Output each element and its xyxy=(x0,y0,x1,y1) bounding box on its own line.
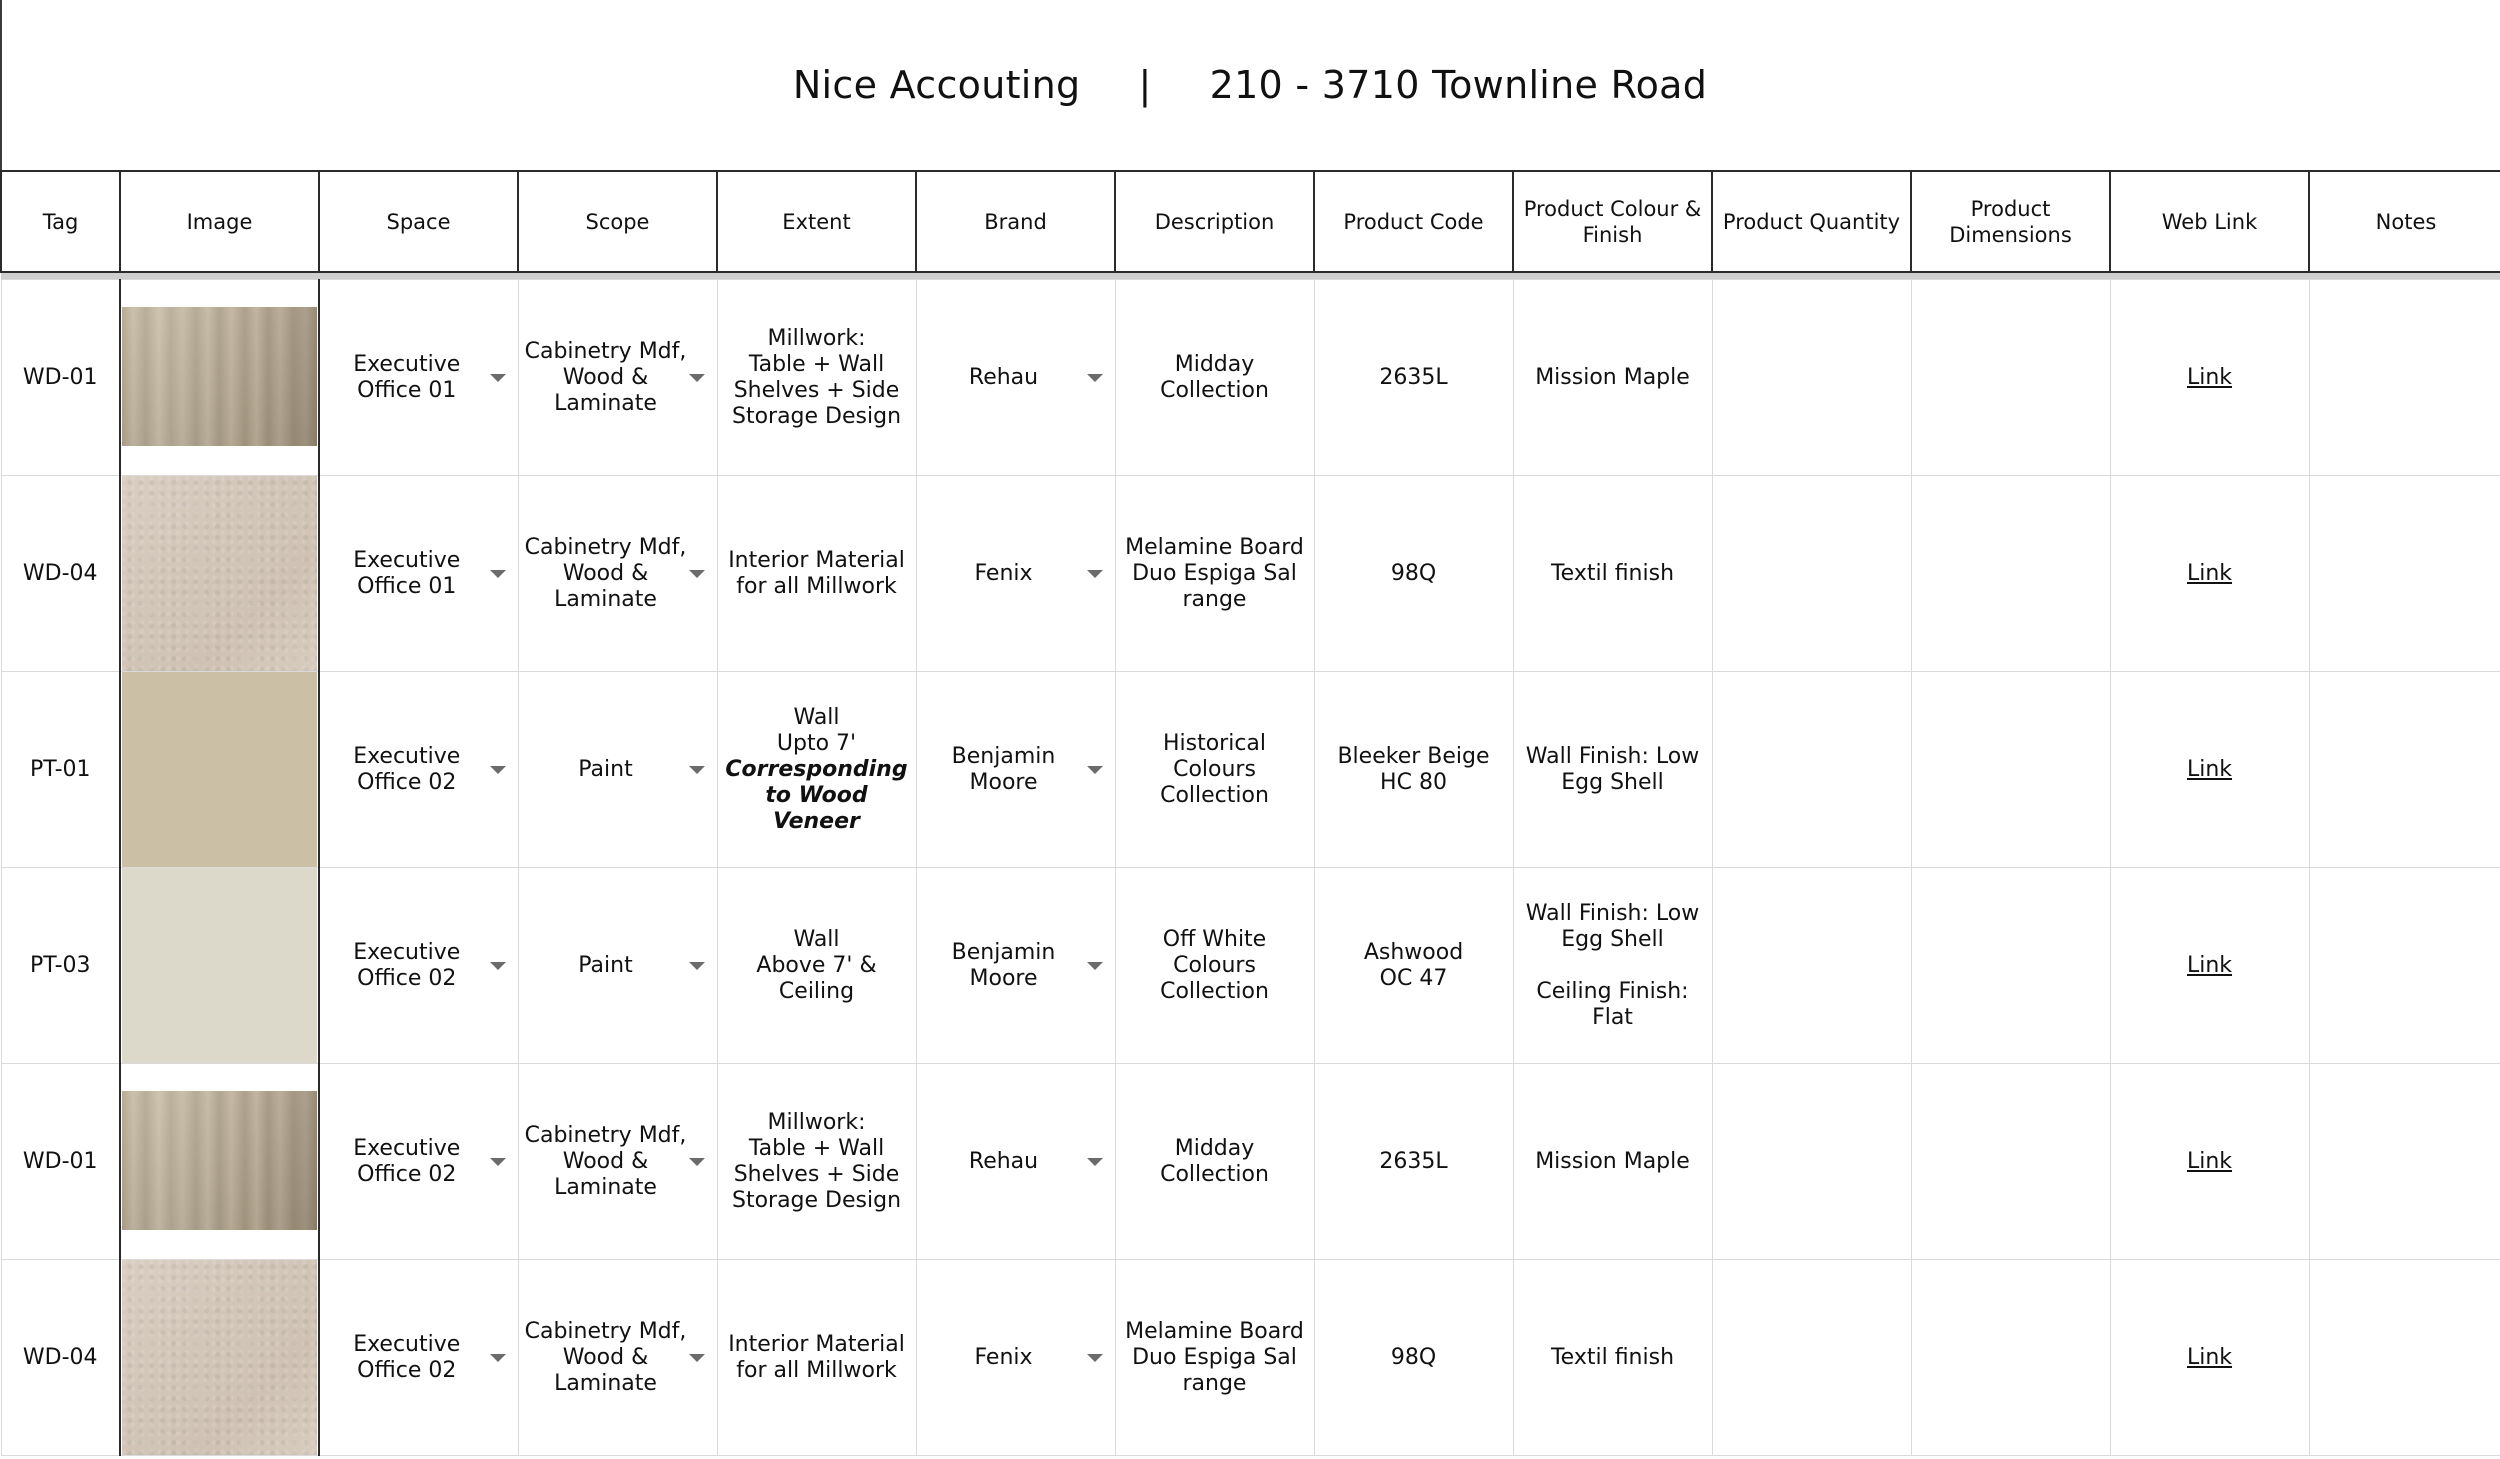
web-link-cell[interactable] xyxy=(2110,280,2309,476)
extent-value: Wall Above 7' & Ceiling xyxy=(756,926,877,1004)
space-cell[interactable] xyxy=(319,280,518,476)
dropdown-arrow-icon[interactable] xyxy=(490,374,506,382)
description-value: Melamine Board Duo Espiga Sal range xyxy=(1125,1318,1304,1396)
web-link-cell[interactable] xyxy=(2110,1064,2309,1260)
image-cell[interactable] xyxy=(120,1064,319,1260)
column-header-image[interactable]: Image xyxy=(120,171,319,272)
extent-value: Interior Material for all Millwork xyxy=(728,547,905,599)
table-row xyxy=(1,868,2500,1064)
dropdown-arrow-icon[interactable] xyxy=(1087,1158,1103,1166)
dropdown-arrow-icon[interactable] xyxy=(689,962,705,970)
dimensions-cell[interactable] xyxy=(1911,1260,2110,1456)
scope-value: Cabinetry Mdf, Wood & Laminate xyxy=(524,534,687,612)
space-value: Executive Office 01 xyxy=(353,351,461,403)
space-cell[interactable] xyxy=(319,1064,518,1260)
scope-value: Cabinetry Mdf, Wood & Laminate xyxy=(524,1122,687,1200)
dimensions-cell[interactable] xyxy=(1911,672,2110,868)
product-code-value: Ashwood OC 47 xyxy=(1363,939,1464,991)
dropdown-arrow-icon[interactable] xyxy=(689,1158,705,1166)
dropdown-arrow-icon[interactable] xyxy=(689,1354,705,1362)
dimensions-cell[interactable] xyxy=(1911,280,2110,476)
tag-value: WD-01 xyxy=(22,1148,98,1174)
scope-cell[interactable] xyxy=(518,868,717,1064)
scope-value: Paint xyxy=(578,952,633,978)
tag-value: PT-01 xyxy=(29,756,91,782)
material-swatch-image xyxy=(122,1260,317,1455)
extent-emphasis: Corresponding to Wood Veneer xyxy=(725,756,908,834)
brand-cell[interactable] xyxy=(916,868,1115,1064)
header-divider xyxy=(1,272,2500,280)
product-code-cell[interactable] xyxy=(1314,1260,1513,1456)
tag-cell[interactable] xyxy=(1,1260,120,1456)
tag-cell[interactable] xyxy=(1,1064,120,1260)
brand-value: Fenix xyxy=(974,560,1033,586)
company-name: Nice Accouting xyxy=(792,63,1081,107)
dimensions-cell[interactable] xyxy=(1911,476,2110,672)
colour-finish-cell[interactable] xyxy=(1513,476,1712,672)
space-cell[interactable] xyxy=(319,1260,518,1456)
product-code-value: 98Q xyxy=(1390,1344,1437,1370)
material-swatch-image xyxy=(122,476,317,671)
table-row xyxy=(1,672,2500,868)
notes-cell[interactable] xyxy=(2309,868,2500,1064)
web-link-cell[interactable] xyxy=(2110,476,2309,672)
tag-value: WD-04 xyxy=(22,1344,98,1370)
finish-schedule-table xyxy=(0,170,2500,1456)
colour-finish-value: Textil finish xyxy=(1550,560,1675,586)
web-link[interactable]: Link xyxy=(2186,1148,2233,1174)
colour-finish-value: Mission Maple xyxy=(1535,364,1690,390)
dropdown-arrow-icon[interactable] xyxy=(1087,570,1103,578)
product-code-cell[interactable] xyxy=(1314,476,1513,672)
quantity-cell[interactable] xyxy=(1712,672,1911,868)
dropdown-arrow-icon[interactable] xyxy=(490,766,506,774)
notes-cell[interactable] xyxy=(2309,1064,2500,1260)
colour-finish-value: Wall Finish: Low Egg Shell Ceiling Finish: Flat xyxy=(1525,900,1700,1030)
dropdown-arrow-icon[interactable] xyxy=(1087,374,1103,382)
tag-value: PT-03 xyxy=(29,952,91,978)
web-link[interactable]: Link xyxy=(2186,364,2233,390)
extent-cell[interactable] xyxy=(717,868,916,1064)
product-code-cell[interactable] xyxy=(1314,1064,1513,1260)
dropdown-arrow-icon[interactable] xyxy=(490,570,506,578)
column-header-space[interactable]: Space xyxy=(319,171,518,272)
column-header-product-colour-finish[interactable]: Product Colour & Finish xyxy=(1513,171,1712,272)
image-cell[interactable] xyxy=(120,280,319,476)
tag-cell[interactable] xyxy=(1,868,120,1064)
header-row xyxy=(1,171,2500,272)
extent-cell[interactable] xyxy=(717,476,916,672)
extent-value: Millwork: Table + Wall Shelves + Side Storage Design xyxy=(731,1109,902,1213)
extent-value: Interior Material for all Millwork xyxy=(728,1331,905,1383)
extent-cell[interactable] xyxy=(717,1260,916,1456)
web-link[interactable]: Link xyxy=(2186,560,2233,586)
image-cell[interactable] xyxy=(120,1260,319,1456)
web-link[interactable]: Link xyxy=(2186,756,2233,782)
dropdown-arrow-icon[interactable] xyxy=(1087,766,1103,774)
quantity-cell[interactable] xyxy=(1712,1260,1911,1456)
column-header-product-code[interactable]: Product Code xyxy=(1314,171,1513,272)
scope-value: Cabinetry Mdf, Wood & Laminate xyxy=(524,338,687,416)
notes-cell[interactable] xyxy=(2309,476,2500,672)
dropdown-arrow-icon[interactable] xyxy=(689,374,705,382)
colour-finish-value: Mission Maple xyxy=(1535,1148,1690,1174)
description-cell[interactable] xyxy=(1115,1260,1314,1456)
table-row xyxy=(1,1064,2500,1260)
material-swatch-image xyxy=(122,307,317,446)
description-cell[interactable] xyxy=(1115,868,1314,1064)
header-divider-row xyxy=(1,272,2500,280)
description-value: Off White Colours Collection xyxy=(1160,926,1269,1004)
notes-cell[interactable] xyxy=(2309,280,2500,476)
project-address: 210 - 3710 Townline Road xyxy=(1209,63,1708,107)
extent-cell[interactable] xyxy=(717,1064,916,1260)
extent-value: Millwork: Table + Wall Shelves + Side Storage Design xyxy=(731,325,902,429)
space-cell[interactable] xyxy=(319,476,518,672)
scope-cell[interactable] xyxy=(518,1260,717,1456)
title-separator: | xyxy=(1138,63,1152,107)
web-link[interactable]: Link xyxy=(2186,952,2233,978)
space-cell[interactable] xyxy=(319,672,518,868)
space-value: Executive Office 02 xyxy=(353,1135,461,1187)
space-value: Executive Office 02 xyxy=(353,1331,461,1383)
material-swatch-image xyxy=(122,1091,317,1230)
product-code-value: 2635L xyxy=(1379,1148,1448,1174)
tag-value: WD-01 xyxy=(22,364,98,390)
dropdown-arrow-icon[interactable] xyxy=(1087,1354,1103,1362)
quantity-cell[interactable] xyxy=(1712,476,1911,672)
colour-finish-cell[interactable] xyxy=(1513,1064,1712,1260)
product-code-value: 2635L xyxy=(1379,364,1448,390)
scope-value: Paint xyxy=(578,756,633,782)
tag-cell[interactable] xyxy=(1,672,120,868)
product-code-cell[interactable] xyxy=(1314,672,1513,868)
description-cell[interactable] xyxy=(1115,672,1314,868)
material-swatch-image xyxy=(122,868,317,1063)
colour-finish-cell[interactable] xyxy=(1513,672,1712,868)
extent-cell[interactable] xyxy=(717,672,916,868)
table-row xyxy=(1,476,2500,672)
table-row xyxy=(1,1260,2500,1456)
web-link-cell[interactable] xyxy=(2110,1260,2309,1456)
notes-cell[interactable] xyxy=(2309,1260,2500,1456)
product-code-cell[interactable] xyxy=(1314,280,1513,476)
column-header-tag[interactable]: Tag xyxy=(1,171,120,272)
dropdown-arrow-icon[interactable] xyxy=(490,1158,506,1166)
scope-cell[interactable] xyxy=(518,1064,717,1260)
tag-value: WD-04 xyxy=(22,560,98,586)
dropdown-arrow-icon[interactable] xyxy=(1087,962,1103,970)
description-cell[interactable] xyxy=(1115,476,1314,672)
image-cell[interactable] xyxy=(120,868,319,1064)
brand-cell[interactable] xyxy=(916,1260,1115,1456)
image-cell[interactable] xyxy=(120,672,319,868)
space-value: Executive Office 02 xyxy=(353,743,461,795)
tag-cell[interactable] xyxy=(1,280,120,476)
brand-cell[interactable] xyxy=(916,476,1115,672)
colour-finish-cell[interactable] xyxy=(1513,1260,1712,1456)
dropdown-arrow-icon[interactable] xyxy=(689,766,705,774)
description-value: Melamine Board Duo Espiga Sal range xyxy=(1125,534,1304,612)
schedule-body xyxy=(1,272,2500,1456)
brand-value: Rehau xyxy=(968,364,1039,390)
dimensions-cell[interactable] xyxy=(1911,868,2110,1064)
dropdown-arrow-icon[interactable] xyxy=(490,962,506,970)
dropdown-arrow-icon[interactable] xyxy=(490,1354,506,1362)
web-link-cell[interactable] xyxy=(2110,672,2309,868)
brand-value: Rehau xyxy=(968,1148,1039,1174)
column-header-product-dimensions[interactable]: Product Dimensions xyxy=(1911,171,2110,272)
product-code-value: 98Q xyxy=(1390,560,1437,586)
description-value: Midday Collection xyxy=(1160,1135,1269,1187)
brand-cell[interactable] xyxy=(916,1064,1115,1260)
column-header-brand[interactable]: Brand xyxy=(916,171,1115,272)
brand-value: Fenix xyxy=(974,1344,1033,1370)
product-code-cell[interactable] xyxy=(1314,868,1513,1064)
extent-value: Wall Upto 7' xyxy=(776,704,857,756)
notes-cell[interactable] xyxy=(2309,672,2500,868)
colour-finish-cell[interactable] xyxy=(1513,280,1712,476)
image-cell[interactable] xyxy=(120,476,319,672)
web-link[interactable]: Link xyxy=(2186,1344,2233,1370)
space-value: Executive Office 01 xyxy=(353,547,461,599)
brand-value: Benjamin Moore xyxy=(951,939,1056,991)
brand-value: Benjamin Moore xyxy=(951,743,1056,795)
dropdown-arrow-icon[interactable] xyxy=(689,570,705,578)
description-cell[interactable] xyxy=(1115,1064,1314,1260)
table-row xyxy=(1,280,2500,476)
web-link-cell[interactable] xyxy=(2110,868,2309,1064)
description-value: Historical Colours Collection xyxy=(1160,730,1269,808)
scope-cell[interactable] xyxy=(518,672,717,868)
scope-cell[interactable] xyxy=(518,476,717,672)
colour-finish-value: Wall Finish: Low Egg Shell xyxy=(1525,743,1700,795)
column-header-notes[interactable]: Notes xyxy=(2309,171,2500,272)
extent-cell[interactable] xyxy=(717,280,916,476)
brand-cell[interactable] xyxy=(916,672,1115,868)
dimensions-cell[interactable] xyxy=(1911,1064,2110,1260)
column-header-description[interactable]: Description xyxy=(1115,171,1314,272)
product-code-value: Bleeker Beige HC 80 xyxy=(1337,743,1490,795)
space-value: Executive Office 02 xyxy=(353,939,461,991)
colour-finish-value: Textil finish xyxy=(1550,1344,1675,1370)
tag-cell[interactable] xyxy=(1,476,120,672)
description-value: Midday Collection xyxy=(1160,351,1269,403)
column-header-scope[interactable]: Scope xyxy=(518,171,717,272)
scope-value: Cabinetry Mdf, Wood & Laminate xyxy=(524,1318,687,1396)
sheet-title xyxy=(0,0,2500,170)
material-swatch-image xyxy=(122,672,317,867)
quantity-cell[interactable] xyxy=(1712,1064,1911,1260)
colour-finish-cell[interactable] xyxy=(1513,868,1712,1064)
scope-cell[interactable] xyxy=(518,280,717,476)
quantity-cell[interactable] xyxy=(1712,868,1911,1064)
column-header-extent[interactable]: Extent xyxy=(717,171,916,272)
description-cell[interactable] xyxy=(1115,280,1314,476)
column-header-web-link[interactable]: Web Link xyxy=(2110,171,2309,272)
brand-cell[interactable] xyxy=(916,280,1115,476)
quantity-cell[interactable] xyxy=(1712,280,1911,476)
space-cell[interactable] xyxy=(319,868,518,1064)
column-header-product-quantity[interactable]: Product Quantity xyxy=(1712,171,1911,272)
